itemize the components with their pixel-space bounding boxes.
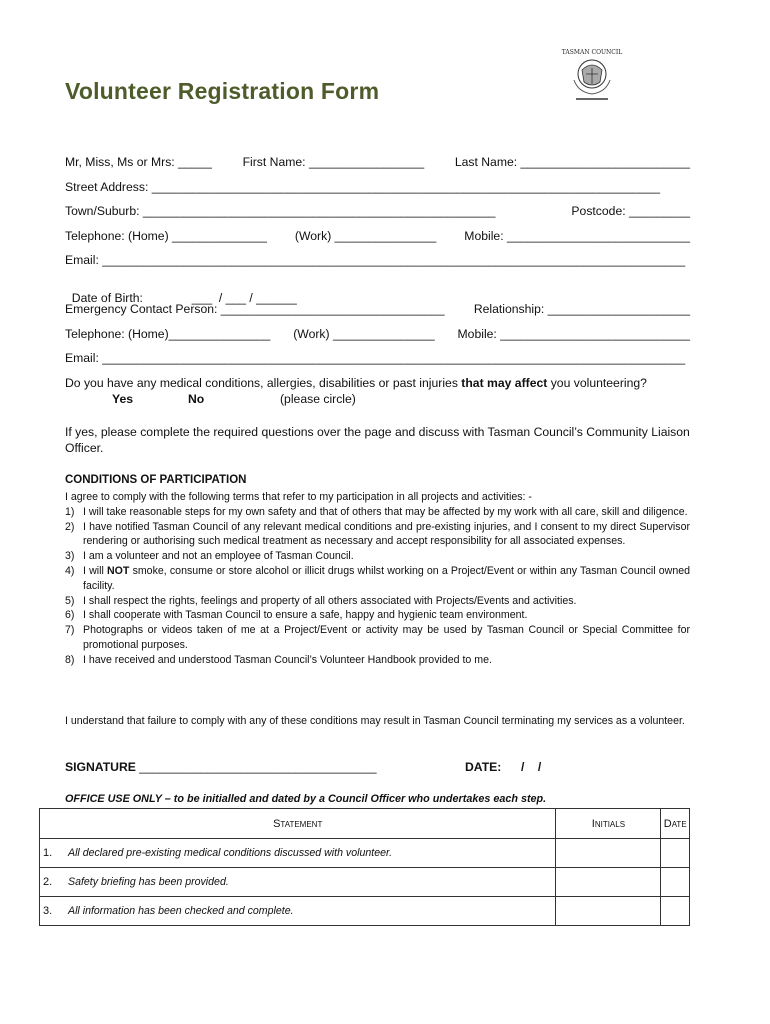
date-field[interactable]: / / xyxy=(521,760,542,774)
mobile-field[interactable]: Mobile: ___________________________ xyxy=(464,229,690,243)
telephone-row-2 xyxy=(65,327,690,341)
town-row xyxy=(65,204,690,218)
council-crest-logo xyxy=(556,40,628,110)
condition-number: 2) xyxy=(65,520,75,533)
yes-no-options xyxy=(112,392,356,406)
condition-text: I have notified Tasman Council of any relevant medical conditions and pre-existing injuries, and I consent to my direct Supervisor rendering or authorising such medical treatment as necessary and accept responsibility for all associated expenses. xyxy=(83,520,690,548)
condition-item xyxy=(65,653,690,668)
conditions-heading: CONDITIONS OF PARTICIPATION xyxy=(65,474,247,486)
medical-question-emphasis: that may affect xyxy=(461,376,548,390)
table-row xyxy=(40,839,690,868)
condition-item xyxy=(65,549,690,564)
row-number: 1. xyxy=(40,839,69,868)
condition-item xyxy=(65,623,690,653)
condition-number: 8) xyxy=(65,653,75,666)
emergency-row xyxy=(65,302,690,316)
circle-hint: (please circle) xyxy=(280,392,356,406)
date-cell[interactable] xyxy=(661,897,690,926)
postcode-field[interactable]: Postcode: _________ xyxy=(571,204,690,218)
emergency-mobile-field[interactable]: Mobile: ____________________________ xyxy=(457,327,690,341)
statement-header: Statement xyxy=(40,809,556,839)
logo-caption: TASMAN COUNCIL xyxy=(561,49,623,56)
condition-item xyxy=(65,564,690,594)
date-header: Date xyxy=(661,809,690,839)
condition-emphasis: NOT xyxy=(107,564,130,577)
signature-field[interactable]: ___________________________________ xyxy=(139,760,377,774)
form-title: Volunteer Registration Form xyxy=(65,78,380,104)
condition-text: I have received and understood Tasman Council’s Volunteer Handbook provided to me. xyxy=(83,653,492,666)
town-suburb-field[interactable]: Town/Suburb: ____________________________________________________ xyxy=(65,204,496,218)
signature-row xyxy=(65,760,690,774)
date-label: DATE: xyxy=(465,760,502,774)
initials-cell[interactable] xyxy=(556,868,661,897)
title-field[interactable]: Mr, Miss, Ms or Mrs: _____ xyxy=(65,155,212,169)
yes-option[interactable]: Yes xyxy=(112,392,134,406)
condition-text xyxy=(83,564,690,594)
condition-text-start: I will xyxy=(83,564,108,577)
row-number: 3. xyxy=(40,897,69,926)
telephone-home-field[interactable]: Telephone: (Home) ______________ xyxy=(65,229,267,243)
emergency-email-field[interactable]: Email: ______________________________________________________________________________________ xyxy=(65,351,686,365)
telephone-work-field[interactable]: (Work) _______________ xyxy=(294,229,437,243)
condition-number: 3) xyxy=(65,550,75,563)
conditions-intro: I agree to comply with the following terms that refer to my participation in all projects and activities: - xyxy=(65,491,532,503)
condition-text: I am a volunteer and not an employee of Tasman Council. xyxy=(83,550,354,563)
office-use-table xyxy=(39,808,690,926)
medical-question xyxy=(65,375,690,391)
medical-question-text: Do you have any medical conditions, allergies, disabilities or past injuries xyxy=(65,376,462,390)
relationship-field[interactable]: Relationship: _____________________ xyxy=(473,302,690,316)
office-use-heading: OFFICE USE ONLY – to be initialled and dated by a Council Officer who undertakes each step. xyxy=(65,793,547,805)
first-name-field[interactable]: First Name: _________________ xyxy=(242,155,425,169)
condition-number: 7) xyxy=(65,624,75,637)
row-statement: Safety briefing has been provided. xyxy=(68,868,556,897)
condition-text: I will take reasonable steps for my own safety and that of others that may be affected by my work with all care, skill and diligence. xyxy=(83,505,688,518)
street-address-field[interactable]: Street Address: ___________________________________________________________________________ xyxy=(65,180,661,194)
condition-text: Photographs or videos taken of me at a Project/Event or activity may be used by Tasman Council or Special Committee for promotional purposes. xyxy=(83,624,690,651)
row-statement: All information has been checked and complete. xyxy=(68,897,556,926)
condition-text: I shall respect the rights, feelings and property of all others associated with Projects/Events and activities. xyxy=(83,594,577,607)
condition-item xyxy=(65,505,690,520)
condition-number: 1) xyxy=(65,505,75,518)
emergency-telephone-home-field[interactable]: Telephone: (Home)_______________ xyxy=(65,327,271,341)
condition-number: 4) xyxy=(65,564,75,577)
last-name-field[interactable]: Last Name: _________________________ xyxy=(454,155,690,169)
condition-item xyxy=(65,594,690,609)
condition-text: I shall cooperate with Tasman Council to ensure a safe, happy and hygienic team environment. xyxy=(83,609,528,622)
date-cell[interactable] xyxy=(661,868,690,897)
condition-number: 6) xyxy=(65,609,75,622)
medical-followup: If yes, please complete the required questions over the page and discuss with Tasman Council’s Community Liaison Officer. xyxy=(65,425,690,455)
initials-header: Initials xyxy=(556,809,661,839)
email-field[interactable]: Email: ______________________________________________________________________________________ xyxy=(65,253,686,267)
initials-cell[interactable] xyxy=(556,897,661,926)
dob-field[interactable]: ___ / ___ / ______ xyxy=(191,291,297,305)
table-row xyxy=(40,868,690,897)
telephone-row-1 xyxy=(65,229,690,243)
no-option[interactable]: No xyxy=(188,392,205,406)
medical-question-end: you volunteering? xyxy=(547,376,647,390)
conditions-closing: I understand that failure to comply with any of these conditions may result in Tasman Council terminating my services as a volunteer. xyxy=(65,715,685,727)
condition-item xyxy=(65,608,690,623)
table-header-row xyxy=(40,809,690,839)
conditions-list xyxy=(65,490,690,668)
condition-text-end: smoke, consume or store alcohol or illicit drugs whilst working on a Project/Event or within any Tasman Council owned facility. xyxy=(83,564,691,592)
condition-number: 5) xyxy=(65,594,75,607)
signature-label: SIGNATURE xyxy=(65,760,136,774)
table-row xyxy=(40,897,690,926)
emergency-telephone-work-field[interactable]: (Work) _______________ xyxy=(293,327,435,341)
row-statement: All declared pre-existing medical conditions discussed with volunteer. xyxy=(68,839,556,868)
name-row xyxy=(65,155,690,169)
row-number: 2. xyxy=(40,868,69,897)
date-cell[interactable] xyxy=(661,839,690,868)
initials-cell[interactable] xyxy=(556,839,661,868)
dob-row xyxy=(65,277,690,305)
emergency-contact-field[interactable]: Emergency Contact Person: _________________________________ xyxy=(65,302,445,316)
condition-item xyxy=(65,520,690,550)
dob-label: Date of Birth: xyxy=(71,291,143,305)
